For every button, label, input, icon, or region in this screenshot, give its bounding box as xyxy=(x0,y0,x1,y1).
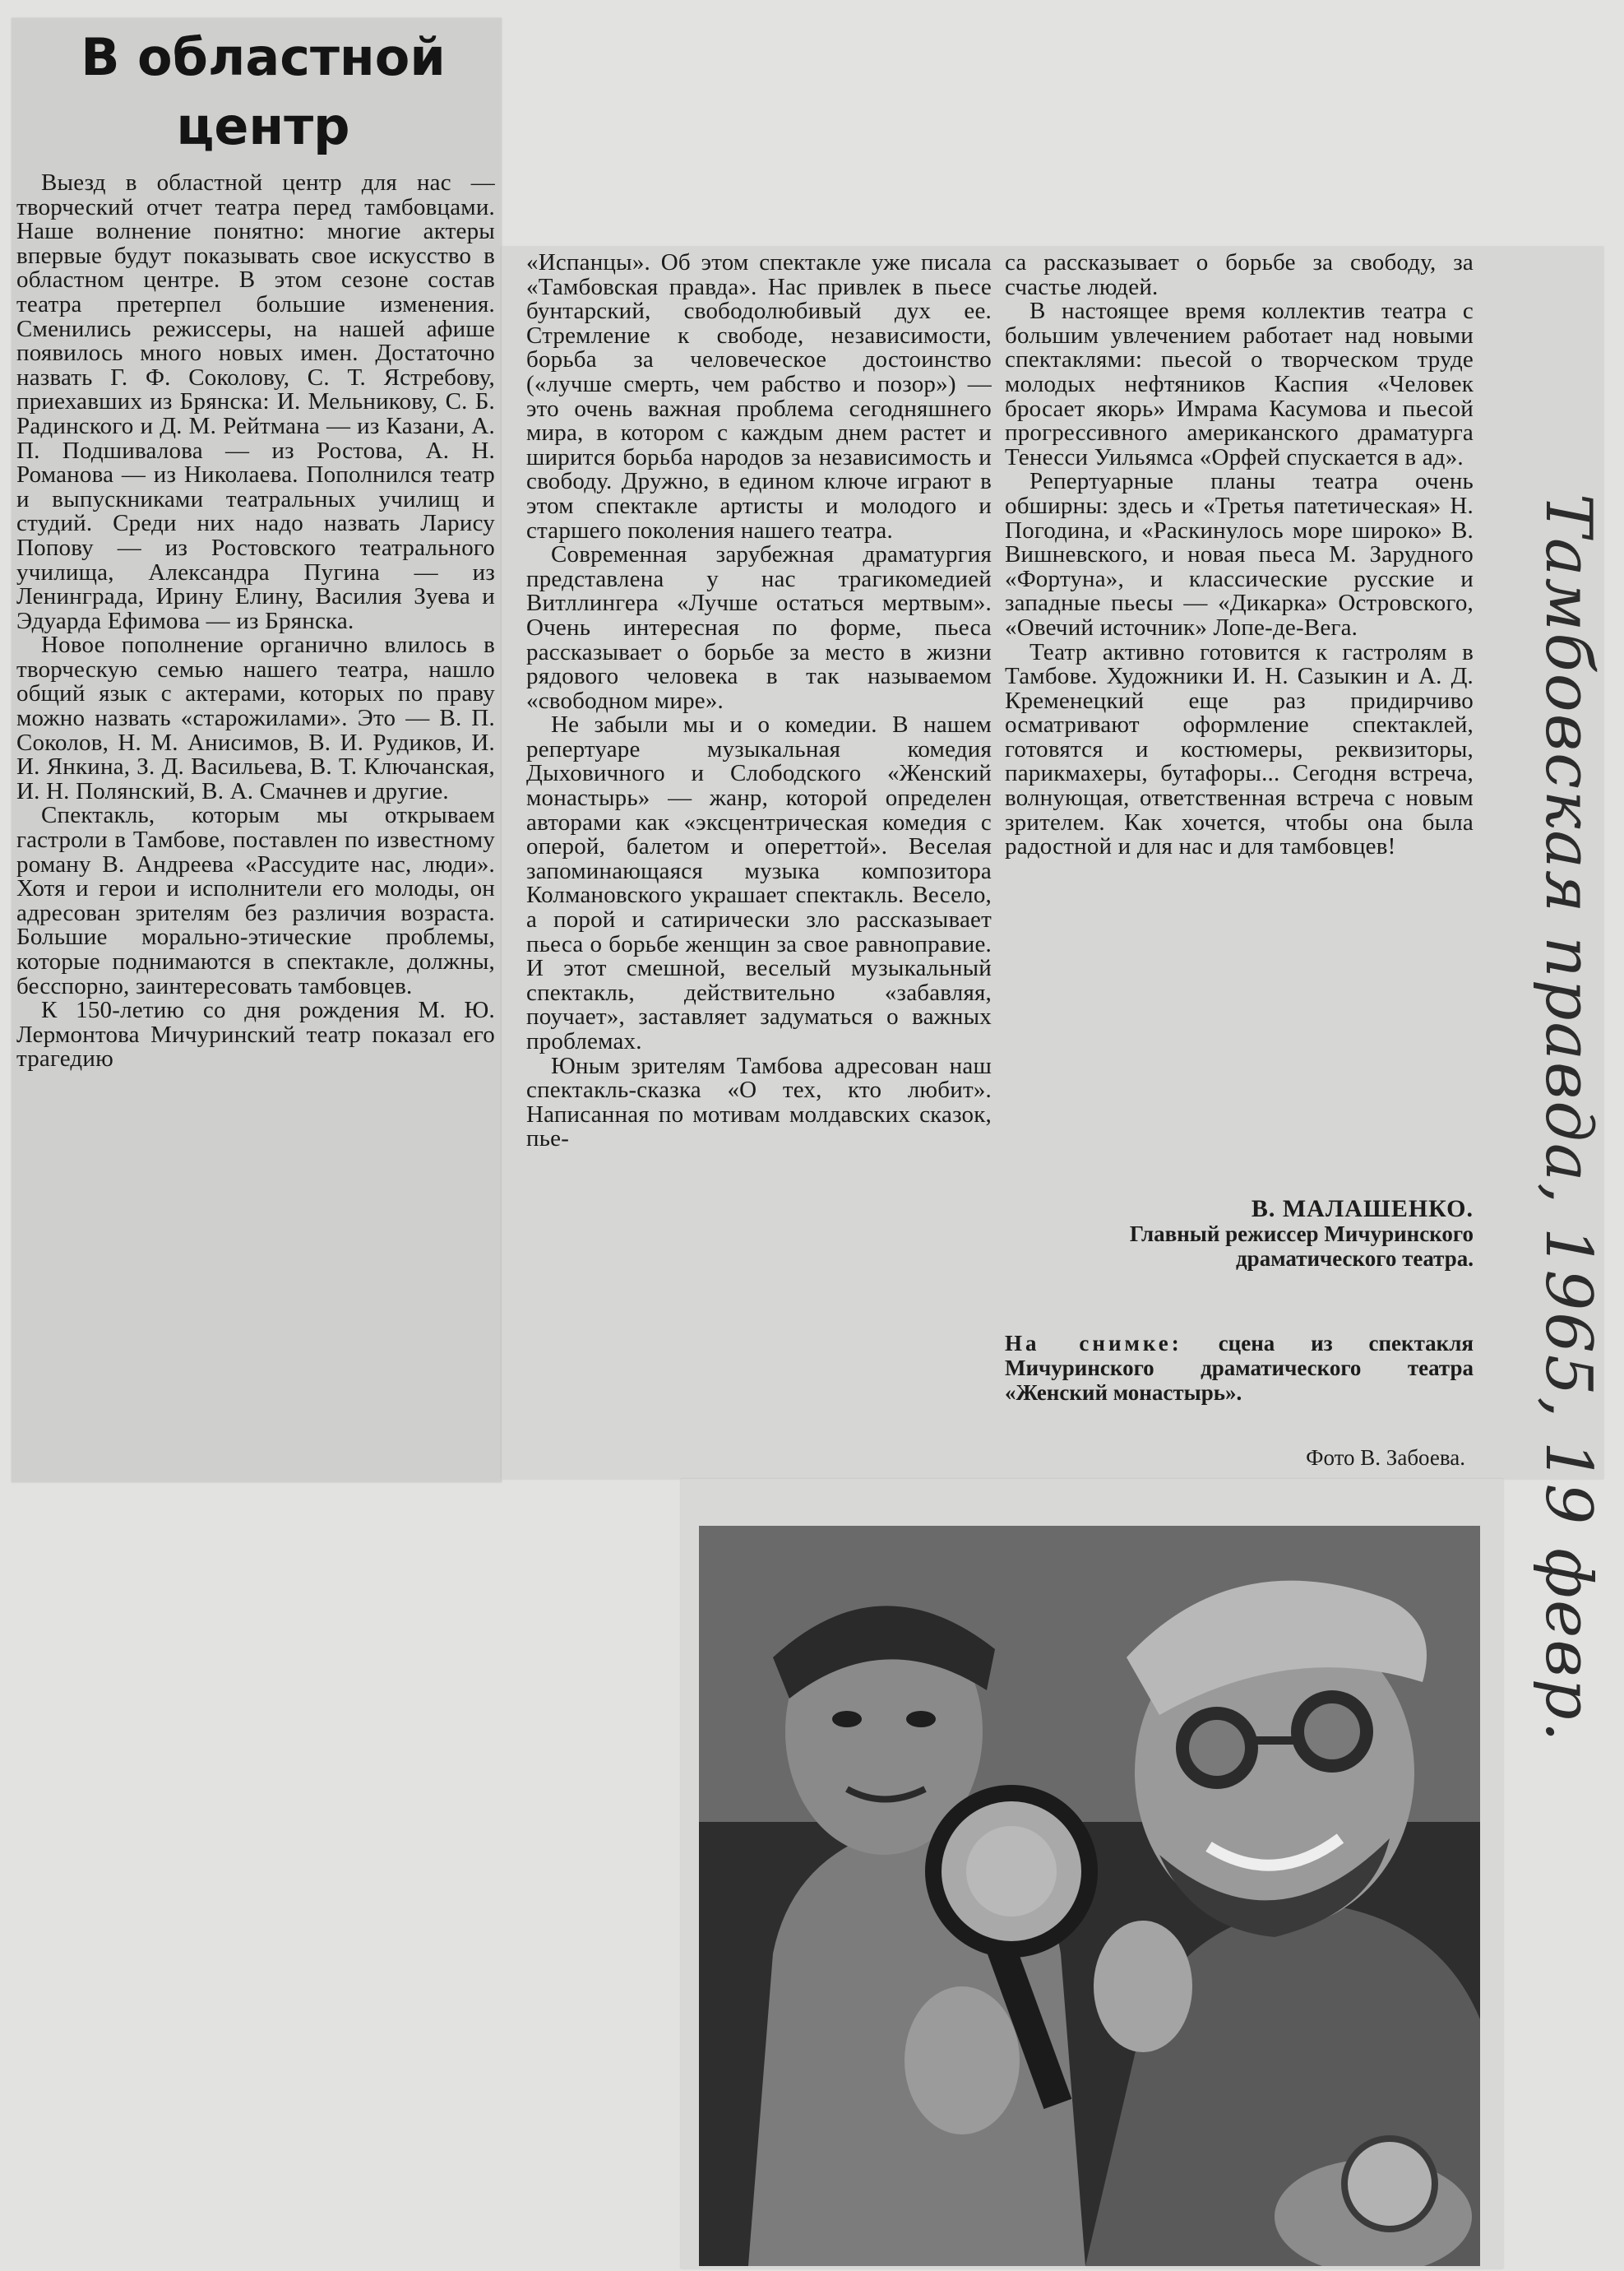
headline-line-2: центр xyxy=(176,96,350,156)
stage-photo xyxy=(699,1526,1480,2266)
stage-photo-image xyxy=(699,1526,1480,2266)
article-column-1 xyxy=(16,171,495,1072)
handwritten-source-note xyxy=(1529,494,1612,1744)
paragraph-continued: са рассказывает о борьбе за свободу, за счастье людей. xyxy=(1005,249,1474,300)
caption-lead: На снимке: xyxy=(1005,1331,1182,1356)
handwritten-note-text: Тамбовская правда, 1965, 19 февр. xyxy=(1531,494,1605,1744)
paragraph: Юным зрителям Тамбова адресован наш спектакль-сказка «О тех, кто любит». Написанная по мотивам молдавских сказок, пье- xyxy=(526,1052,992,1152)
paragraph: В настоящее время коллектив театра с большим увлечением работает над новыми спектаклями: пьесой о творческом труде молодых нефтяников Каспия «Человек бросает якорь» Имрама Касумова и пьесой прогрессивного американского драматурга Тенесси Уильямса «Орфей спускается в ад». xyxy=(1005,298,1474,470)
paragraph: К 150-летию со дня рождения М. Ю. Лермонтова Мичуринский театр показал его трагедию xyxy=(16,997,495,1073)
photo-credit: Фото В. Забоева. xyxy=(1306,1445,1465,1470)
caption-text: сцена из спектакля Мичуринского драматического театра «Женский монастырь». xyxy=(1005,1331,1474,1405)
article-headline xyxy=(33,23,493,161)
paragraph: Не забыли мы и о комедии. В нашем репертуаре музыкальная комедия Дыховичного и Слободского «Женский монастырь» — жанр, которой определен авторами как «эксцентрическая комедия с оперой, балетом и опереттой». Веселая запоминающаяся музыка композитора Колмановского украшает спектакль. Весело, а порой и сатирически зло рассказывает пьеса о борьбе женщин за свое равноправие. И этот смешной, веселый музыкальный спектакль, действительно «забавляя, поучает», заставляет задуматься о важных проблемах. xyxy=(526,711,992,1054)
author-role: Главный режиссер Мичуринского драматического театра. xyxy=(1129,1221,1474,1271)
photo-caption xyxy=(1005,1331,1474,1405)
author-byline xyxy=(1005,1197,1474,1271)
article-column-2 xyxy=(526,251,992,1152)
headline-line-1: В областной xyxy=(81,27,446,87)
paragraph: Спектакль, которым мы открываем гастроли в Тамбове, поставлен по известному роману В. Андреева «Рассудите нас, люди». Хотя и герои и исполнители его молоды, он адресован зрителям без различия возраста. Большие морально-этические проблемы, которые поднимаются в спектакле, должны, бесспорно, заинтересовать тамбовцев. xyxy=(16,802,495,999)
paragraph: Выезд в областной центр для нас — творческий отчет театра перед тамбовцами. Наше волнение понятно: многие актеры впервые будут показывать свое искусство в областном центре. В этом сезоне состав театра претерпел большие изменения. Сменились режиссеры, на нашей афише появилось много новых имен. Достаточно назвать Г. Ф. Соколову, С. Т. Ястребову, приехавших из Брянска: И. Мельникову, С. Б. Радинского и Д. М. Рейтмана — из Казани, А. П. Подшивалова — из Ростова, А. Н. Романова — из Николаева. Пополнился театр и выпускниками театральных училищ и студий. Среди них надо назвать Ларису Попову — из Ростовского театрального училища, Александра Пугина — из Ленинграда, Ирину Елину, Василия Зуева и Эдуарда Ефимова — из Брянска. xyxy=(16,169,495,634)
article-column-3 xyxy=(1005,251,1474,860)
author-name: В. МАЛАШЕНКО. xyxy=(1251,1195,1474,1222)
paragraph: Репертуарные планы театра очень обширны: здесь и «Третья патетическая» Н. Погодина, и «Раскинулось море широко» В. Вишневского, и новая пьеса М. Зарудного «Фортуна», и классические русские и западные пьесы — «Дикарка» Островского, «Овечий источник» Лопе-де-Вега. xyxy=(1005,468,1474,641)
paragraph: Новое пополнение органично влилось в творческую семью нашего театра, нашло общий язык с актерами, которых по праву можно назвать «старожилами». Это — В. П. Соколов, Н. М. Анисимов, В. И. Рудиков, И. И. Янкина, З. Д. Васильева, В. Т. Ключанская, И. Н. Полянский, В. А. Смачнев и другие. xyxy=(16,632,495,804)
paragraph: Театр активно готовится к гастролям в Тамбове. Художники И. Н. Сазыкин и А. Д. Кременецкий еще раз придирчиво осматривают оформление спектаклей, готовятся и костюмеры, реквизиторы, парикмахеры, бутафоры... Сегодня встреча, волнующая, ответственная встреча с новым зрителем. Как хочется, чтобы она была радостной и для нас и для тамбовцев! xyxy=(1005,638,1474,860)
paragraph-continued: «Испанцы». Об этом спектакле уже писала «Тамбовская правда». Нас привлек в пьесе бунтарский, свободолюбивый дух ее. Стремление к свободе, независимости, борьба за человеческое достоинство («лучше смерть, чем рабство и позор») — это очень важная проблема сегодняшнего мира, в котором с каждым днем растет и ширится борьба народов за независимость и свободу. Дружно, в едином ключе играют в этом спектакле артисты и молодого и старшего поколения нашего театра. xyxy=(526,249,992,544)
paragraph: Современная зарубежная драматургия представлена у нас трагикомедией Витллингера «Лучше остаться мертвым». Очень интересная по форме, пьеса рассказывает о борьбе за место в жизни рядового человека в так называемом «свободном мире». xyxy=(526,541,992,714)
